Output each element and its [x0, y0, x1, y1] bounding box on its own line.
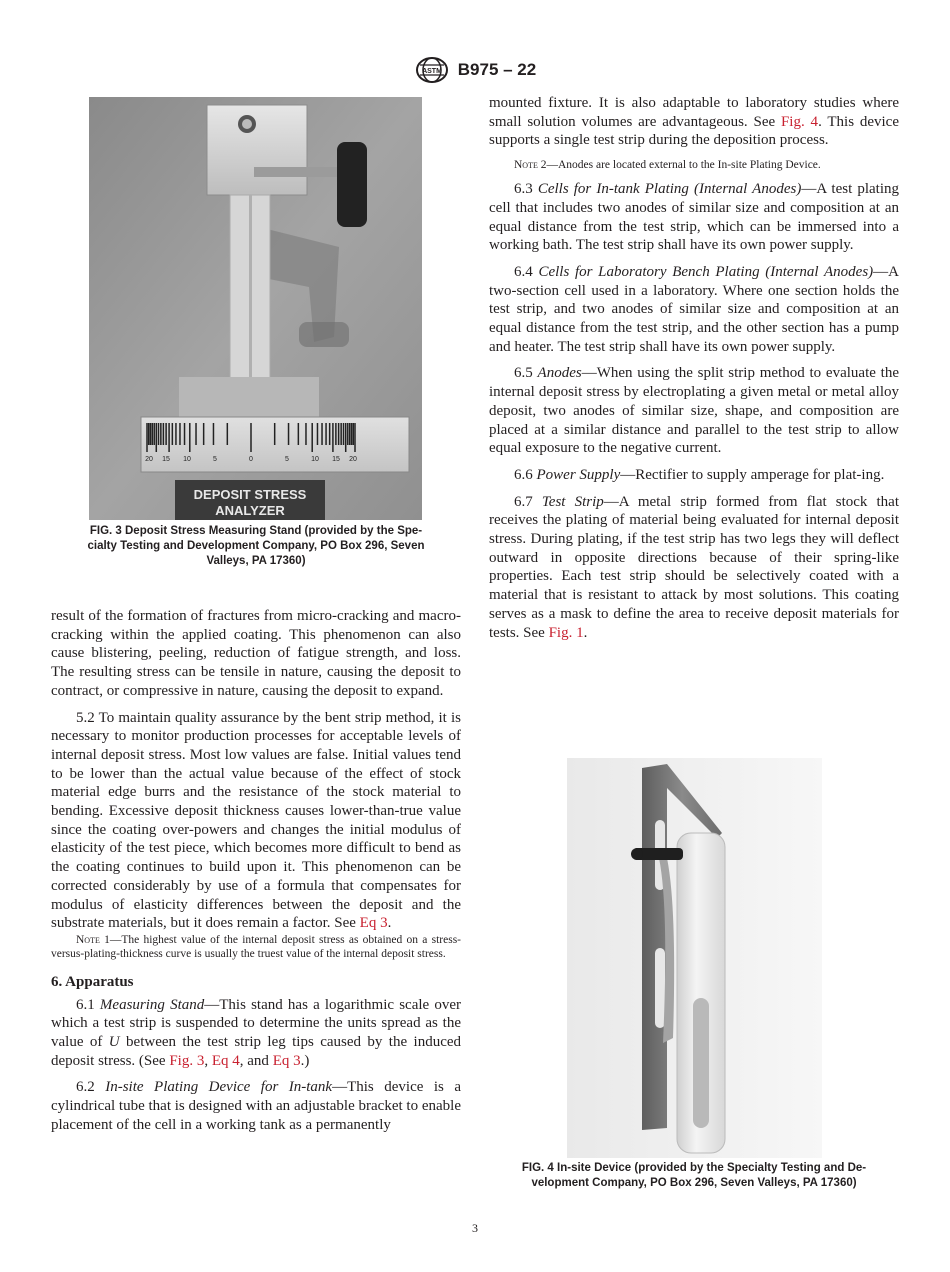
- scale-label: 20: [349, 456, 357, 463]
- fig3-caption-line: FIG. 3 Deposit Stress Measuring Stand (provided by the Spe-: [89, 525, 423, 537]
- paragraph-text: —Rectifier to supply amperage for plat-ing.: [620, 466, 885, 483]
- fig3-caption-line: Valleys, PA 17360): [206, 555, 306, 567]
- paragraph-6-1: [51, 996, 461, 1071]
- paragraph-6-2: [51, 1078, 461, 1134]
- note-text: —Anodes are located external to the In-site Plating Device.: [546, 159, 821, 172]
- scale-label: 10: [183, 456, 191, 463]
- page-number: 3: [472, 1221, 478, 1235]
- svg-text:ASTM: ASTM: [421, 68, 442, 75]
- punct: .: [583, 624, 588, 641]
- paragraph-text: —A metal strip formed from flat stock that receives the plating of material being evaluated for internal deposit stress. During plating, if the test strip has two legs they will deflect outward in opposite directions because of their spring-like properties. Each test strip should be selectively coated with a material that is resistant to attack by most solutions. This coating serves as a mask to define the area to receive deposit materials for tests. See: [489, 493, 900, 641]
- analyzer-label-line2: ANALYZER: [215, 503, 285, 518]
- eq3-link[interactable]: Eq 3: [272, 1052, 301, 1069]
- paragraph-text: —This stand has a logarithmic scale over which a test strip is suspended to determine the units spread as the value of: [51, 996, 461, 1051]
- eq4-link[interactable]: Eq 4: [211, 1052, 240, 1069]
- paragraph-text: —This device is a cylindrical tube that is designed with an adjustable bracket to enable placement of the cell in a working tank as a permanently: [51, 1079, 461, 1133]
- right-column: [489, 94, 899, 642]
- paragraph-text: —A test plating cell that includes two anodes of similar size and composition at an equal distance from the test strip, which can be immersed into a working bath. The test strip shall have its own power supply.: [489, 181, 900, 254]
- fig3-link[interactable]: Fig. 3: [169, 1052, 205, 1069]
- item-title: Cells for In-tank Plating (Internal Anodes): [537, 181, 802, 198]
- standard-code: B975 – 22: [457, 60, 537, 79]
- paragraph-text: . This device supports a single test strip during the deposition process.: [489, 113, 899, 149]
- note-1: [51, 933, 461, 961]
- scale-label: 20: [145, 456, 153, 463]
- paragraph-6-6: [489, 466, 899, 485]
- paragraph-6-7: [489, 493, 899, 643]
- left-column: [51, 607, 461, 1135]
- page-header: [0, 56, 950, 82]
- section-number: 6.7: [514, 493, 533, 510]
- paragraph-text: between the test strip leg tips caused by the induced deposit stress. (See: [51, 1034, 462, 1069]
- fig4-photo: [567, 758, 822, 1158]
- scale-label: 5: [213, 456, 217, 463]
- punct: .: [387, 915, 392, 932]
- paragraph-6-4: [489, 263, 899, 357]
- item-title: Cells for Laboratory Bench Plating (Internal Anodes): [538, 263, 874, 280]
- section-number: 6.5: [514, 365, 533, 382]
- item-title: Test Strip: [541, 493, 604, 510]
- note-label: Note 1: [76, 933, 110, 946]
- note-2: [489, 158, 899, 172]
- scale-label: 15: [162, 456, 170, 463]
- item-title: Measuring Stand: [99, 996, 205, 1013]
- section-number: 6.4: [514, 263, 533, 280]
- fig3-caption-line: cialty Testing and Development Company, PO Box 296, Seven: [87, 540, 425, 552]
- section-number: 6.1: [76, 996, 95, 1013]
- paragraph-6-3: [489, 180, 899, 255]
- section-number: 6.2: [76, 1079, 95, 1096]
- item-title: In-site Plating Device for In-tank: [105, 1079, 333, 1096]
- scale-label: 15: [332, 456, 340, 463]
- scale-label: 0: [249, 456, 253, 463]
- fig4-link[interactable]: Fig. 4: [780, 113, 819, 130]
- item-title: Anodes: [537, 365, 582, 382]
- fig4-caption-line: FIG. 4 In-site Device (provided by the Specialty Testing and De-: [521, 1162, 867, 1174]
- scale-label: 10: [311, 456, 319, 463]
- variable: U: [108, 1034, 120, 1051]
- section-number: 6.3: [514, 181, 533, 198]
- paragraph: result of the formation of fractures from micro-cracking and macro-cracking within the applied coating. This phenomenon can also cause blistering, peeling, reduction of fatigue strength, and loss. The resulting stress can be tensile in nature, causing the deposit to contract, or compressive in nature, causing the deposit to expand.: [51, 608, 461, 699]
- fig4-caption: [489, 1161, 899, 1191]
- punct: , and: [239, 1052, 269, 1069]
- note-text: —The highest value of the internal deposit stress as obtained on a stress-versus-plating-thickness curve is usually the truest value of the internal deposit stress.: [51, 933, 461, 960]
- paragraph-6-5: [489, 364, 899, 458]
- note-label: Note 2: [514, 159, 547, 172]
- fig1-link[interactable]: Fig. 1: [548, 624, 584, 641]
- paragraph-text: —A two-section cell used in a laboratory. Where one section holds the test strip, and two anodes of similar size and composition at an equal distance from the test strip, and the other section has a pump and heater. The test strip shall have its own power supply.: [489, 263, 900, 355]
- analyzer-label-line1: DEPOSIT STRESS: [193, 487, 307, 502]
- paragraph-text: —When using the split strip method to evaluate the internal deposit stress by electroplating a given metal or metal alloy deposit, two anodes of similar size, shape, and composition are placed at a similar distance and parallel to the test strip to allow equal exposure to the negative current.: [489, 365, 900, 457]
- section-number: 6.6: [514, 466, 533, 483]
- paragraph-text: mounted fixture. It is also adaptable to laboratory studies where small solution volumes are advantageous. See: [489, 95, 899, 130]
- item-title: Power Supply: [536, 466, 621, 483]
- fig4-caption-line: velopment Company, PO Box 296, Seven Valleys, PA 17360): [531, 1177, 857, 1189]
- punct: .): [300, 1052, 310, 1069]
- astm-logo-icon: [414, 56, 450, 84]
- paragraph: [489, 94, 899, 150]
- eq3-link[interactable]: Eq 3: [359, 915, 388, 932]
- scale-label: 5: [285, 456, 289, 463]
- paragraph-5-2: [51, 709, 461, 933]
- section-heading: 6. Apparatus: [51, 973, 134, 990]
- fig3-photo: [89, 97, 422, 520]
- paragraph-text: 5.2 To maintain quality assurance by the bent strip method, it is necessary to monitor production processes for acceptable levels of internal deposit stress. Most low values are false. Initial values tend to be lower than the actual value because of the effect of stock material edge burrs and the resistance of the stock material to bending. Excessive deposit thickness causes lower-than-true value since the coating over-powers and changes the initial modulus of elasticity of the test piece, which becomes more difficult to bend as the coating continues to build upon it. This phenomenon can be corrected considerably by use of a formula that compensates for modulus of elasticity differences between the deposit and the substrate materials, but it does remain a factor. See: [51, 709, 461, 932]
- punct: ,: [204, 1052, 209, 1069]
- fig3-caption: [51, 524, 461, 569]
